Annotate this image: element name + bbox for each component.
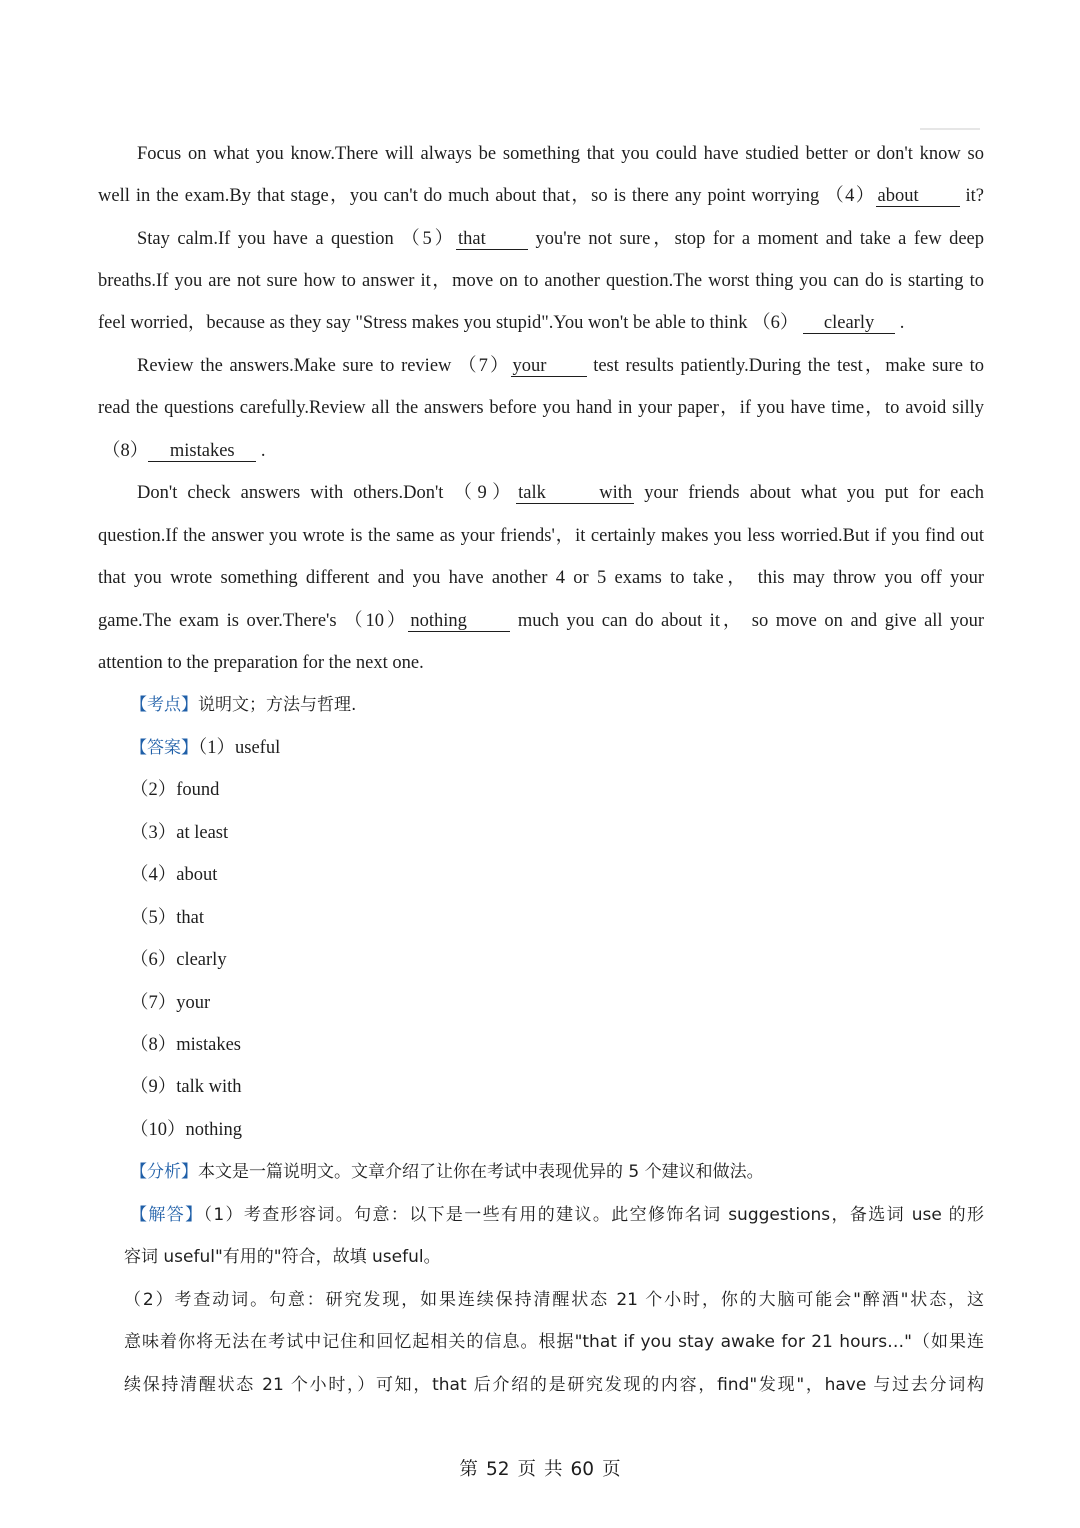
passage-line: game.The exam is over.There's （10） nothing much you can do about it， so move on and give all your (98, 611, 985, 631)
blank-10: nothing (408, 611, 510, 632)
daan-section: 【答案】（1）useful (130, 738, 281, 758)
answer-item: （5）that (130, 908, 204, 928)
jieda-line: 续保持清醒状态 21 个小时，）可知，that 后介绍的是研究发现的内容，find"发现"，have 与过去分词构 (124, 1375, 984, 1395)
passage-line: breaths.If you are not sure how to answer it，move on to another question.The worst thing you can do is starting to (98, 271, 984, 291)
jieda-tag: 【解答】 (130, 1205, 204, 1225)
daan-tag: 【答案】 (130, 738, 198, 758)
passage-line: Stay calm.If you have a question （5） that you're not sure，stop for a moment and take a few deep (137, 229, 985, 249)
scan-mark (920, 128, 980, 130)
answer-item: （7）your (130, 993, 211, 1013)
page-footer: 第 52 页 共 60 页 (459, 1459, 621, 1480)
passage-line: （8） mistakes . (102, 441, 266, 461)
blank-4: about (876, 186, 960, 207)
kaodian-tag: 【考点】 (130, 695, 198, 715)
passage-line: feel worried，because as they say "Stress makes you stupid".You won't be able to think （6） clearly . (98, 313, 905, 333)
answer-item: （10）nothing (130, 1120, 243, 1140)
passage-line: attention to the preparation for the next one. (98, 653, 424, 673)
answer-item: （3）at least (130, 823, 229, 843)
jieda-line: 容词 useful"有用的"符合，故填 useful。 (124, 1247, 441, 1267)
jieda-line: 意味着你将无法在考试中记住和回忆起相关的信息。根据"that if you stay awake for 21 hours…"（如果连 (124, 1332, 984, 1352)
answer-item: （9）talk with (130, 1077, 242, 1097)
passage-line: well in the exam.By that stage，you can't do much about that，so is there any point worrying （4） about it? (98, 186, 984, 206)
jieda-section: 【解答】（1）考查形容词。句意：以下是一些有用的建议。此空修饰名词 suggestions，备选词 use 的形 (130, 1205, 984, 1225)
blank-6: clearly (803, 313, 895, 334)
blank-9: talk with (518, 483, 633, 503)
passage-line: Review the answers.Make sure to review （7） your test results patiently.During the test，make sure to (137, 356, 985, 376)
passage-line: read the questions carefully.Review all the answers before you hand in your paper，if you have time，to avoid silly (98, 398, 984, 418)
kaodian-section: 【考点】说明文；方法与哲理. (130, 695, 357, 715)
passage-line: question.If the answer you wrote is the same as your friends'，it certainly makes you less worried.But if you find out (98, 526, 984, 546)
answer-item: （2）found (130, 780, 220, 800)
fenxi-section: 【分析】本文是一篇说明文。文章介绍了让你在考试中表现优异的 5 个建议和做法。 (130, 1162, 764, 1182)
passage-line: that you wrote something different and you have another 4 or 5 exams to take， this may throw you off your (98, 568, 984, 588)
fenxi-tag: 【分析】 (130, 1162, 198, 1182)
passage-line: Don't check answers with others.Don't （9） talk with your friends about what you put for each (137, 483, 985, 503)
jieda-line: （2）考查动词。句意：研究发现，如果连续保持清醒状态 21 个小时，你的大脑可能会"醉酒"状态，这 (124, 1290, 984, 1310)
blank-7: your (511, 356, 587, 377)
blank-8: mistakes (148, 441, 256, 462)
answer-item: （8）mistakes (130, 1035, 241, 1055)
passage-line: Focus on what you know.There will always be something that you could have studied better or don't know so (137, 144, 984, 164)
answer-item: （6）clearly (130, 950, 227, 970)
current-page: 52 (485, 1459, 510, 1480)
total-pages: 60 (570, 1459, 595, 1480)
blank-5: that (456, 229, 528, 250)
answer-item: （4）about (130, 865, 218, 885)
